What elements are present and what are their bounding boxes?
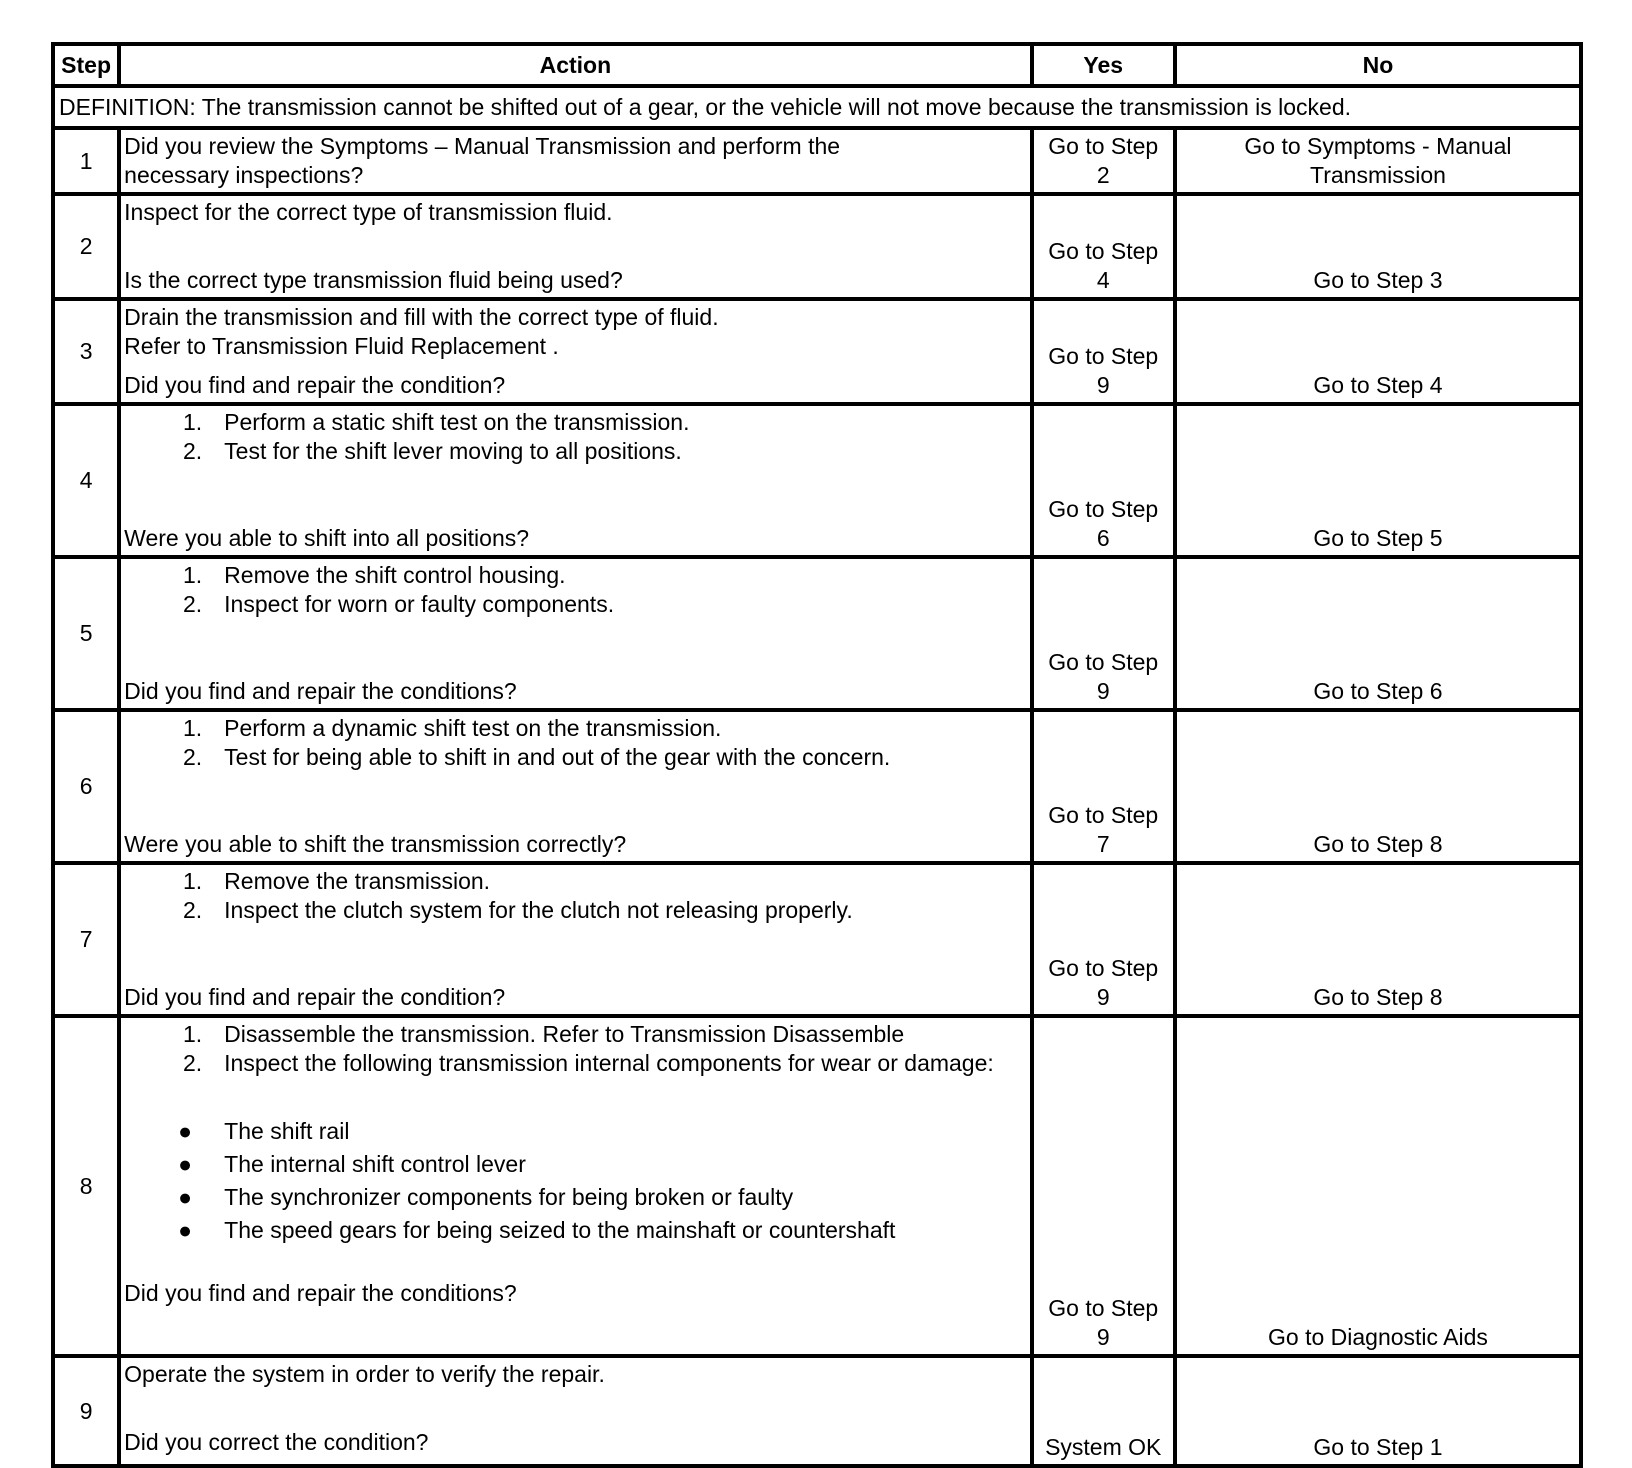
bullet-item: ● The synchronizer components for being broken or faulty — [178, 1184, 794, 1210]
yes-cell — [1032, 863, 1175, 1016]
step-number: 1 — [53, 128, 119, 194]
yes-text: Go to Step — [1048, 802, 1159, 828]
no-cell — [1175, 710, 1581, 863]
action-cell — [119, 128, 1031, 194]
yes-cell — [1032, 128, 1175, 194]
no-text: Go to Step 8 — [1313, 831, 1443, 857]
action-question: Did you find and repair the condition? — [124, 372, 506, 398]
diagnostic-table — [51, 42, 1583, 1468]
header-row — [53, 44, 1581, 86]
yes-text: 7 — [1096, 831, 1110, 857]
action-cell — [119, 1356, 1031, 1466]
action-question: Were you able to shift the transmission correctly? — [124, 831, 627, 857]
bullet-item: ● The shift rail — [178, 1118, 350, 1144]
yes-cell — [1032, 1016, 1175, 1356]
yes-cell — [1032, 194, 1175, 299]
action-cell — [119, 404, 1031, 557]
action-text: Drain the transmission and fill with the correct type of fluid. — [124, 304, 719, 330]
action-question: Were you able to shift into all positions? — [124, 525, 530, 551]
yes-text: Go to Step — [1048, 1295, 1159, 1321]
step-number: 4 — [53, 404, 119, 557]
no-cell — [1175, 863, 1581, 1016]
no-cell — [1175, 557, 1581, 710]
bullet-item: ● The speed gears for being seized to the mainshaft or countershaft — [178, 1217, 896, 1243]
yes-text: 6 — [1096, 525, 1110, 551]
table-row — [53, 1356, 1581, 1466]
list-item: 1. Perform a static shift test on the transmission. — [182, 409, 690, 435]
action-cell — [119, 557, 1031, 710]
list-item: 1. Perform a dynamic shift test on the transmission. — [182, 715, 722, 741]
no-cell — [1175, 299, 1581, 404]
definition-row — [53, 86, 1581, 128]
yes-text: Go to Step — [1048, 955, 1159, 981]
table-row — [53, 128, 1581, 194]
bullet-item: ● The internal shift control lever — [178, 1151, 526, 1177]
header-step: Step — [53, 44, 119, 86]
no-text: Go to Step 6 — [1313, 678, 1443, 704]
step-number: 6 — [53, 710, 119, 863]
yes-text: System OK — [1045, 1434, 1162, 1460]
yes-cell — [1032, 1356, 1175, 1466]
header-yes: Yes — [1032, 44, 1175, 86]
no-cell — [1175, 1016, 1581, 1356]
yes-text: 9 — [1096, 678, 1110, 704]
no-text: Go to Step 8 — [1313, 984, 1443, 1010]
action-cell — [119, 863, 1031, 1016]
yes-cell — [1032, 710, 1175, 863]
table-row — [53, 710, 1581, 863]
list-item: 2. Inspect for worn or faulty components. — [182, 591, 615, 617]
definition-text: DEFINITION: The transmission cannot be shifted out of a gear, or the vehicle will not move because the transmission is locked. — [53, 86, 1581, 128]
list-item: 2. Test for the shift lever moving to all positions. — [182, 438, 682, 464]
yes-text: 2 — [1096, 162, 1110, 188]
yes-text: 9 — [1096, 984, 1110, 1010]
list-item: 1. Remove the transmission. — [182, 868, 491, 894]
step-number: 9 — [53, 1356, 119, 1466]
no-text: Go to Step 3 — [1313, 267, 1443, 293]
action-cell — [119, 299, 1031, 404]
no-text: Transmission — [1310, 162, 1446, 188]
table-row — [53, 299, 1581, 404]
action-question: Is the correct type transmission fluid being used? — [124, 267, 623, 293]
list-item: 2. Inspect the clutch system for the clutch not releasing properly. — [182, 897, 853, 923]
action-text: Operate the system in order to verify the repair. — [124, 1361, 605, 1387]
no-cell — [1175, 404, 1581, 557]
yes-cell — [1032, 299, 1175, 404]
list-item: 2. Test for being able to shift in and out of the gear with the concern. — [182, 744, 891, 770]
table-row — [53, 863, 1581, 1016]
action-cell — [119, 194, 1031, 299]
action-text: necessary inspections? — [124, 162, 364, 188]
list-item: 1. Remove the shift control housing. — [182, 562, 566, 588]
yes-text: 9 — [1096, 1324, 1110, 1350]
yes-text: Go to Step — [1048, 496, 1159, 522]
no-cell — [1175, 128, 1581, 194]
step-number: 7 — [53, 863, 119, 1016]
yes-cell — [1032, 404, 1175, 557]
no-text: Go to Diagnostic Aids — [1268, 1324, 1488, 1350]
yes-text: Go to Step — [1048, 649, 1159, 675]
table-row — [53, 194, 1581, 299]
step-number: 5 — [53, 557, 119, 710]
action-cell — [119, 1016, 1031, 1356]
yes-text: 9 — [1096, 372, 1110, 398]
step-number: 2 — [53, 194, 119, 299]
action-text: Did you review the Symptoms – Manual Transmission and perform the — [124, 133, 841, 159]
step-number: 8 — [53, 1016, 119, 1356]
no-text: Go to Step 5 — [1313, 525, 1443, 551]
table-row — [53, 557, 1581, 710]
action-question: Did you find and repair the conditions? — [124, 678, 517, 704]
yes-text: Go to Step — [1048, 133, 1159, 159]
yes-text: Go to Step — [1048, 238, 1159, 264]
step-number: 3 — [53, 299, 119, 404]
no-text: Go to Symptoms - Manual — [1244, 133, 1512, 159]
yes-text: Go to Step — [1048, 343, 1159, 369]
yes-text: 4 — [1096, 267, 1110, 293]
list-item: 1. Disassemble the transmission. Refer to Transmission Disassemble — [182, 1021, 905, 1047]
header-action: Action — [119, 44, 1031, 86]
list-item: 2. Inspect the following transmission internal components for wear or damage: — [182, 1050, 994, 1076]
header-no: No — [1175, 44, 1581, 86]
action-text: Inspect for the correct type of transmission fluid. — [124, 199, 613, 225]
no-cell — [1175, 1356, 1581, 1466]
no-text: Go to Step 1 — [1313, 1434, 1443, 1460]
action-cell — [119, 710, 1031, 863]
table-row — [53, 404, 1581, 557]
no-text: Go to Step 4 — [1313, 372, 1443, 398]
no-cell — [1175, 194, 1581, 299]
action-question: Did you find and repair the conditions? — [124, 1280, 517, 1306]
yes-cell — [1032, 557, 1175, 710]
action-question: Did you correct the condition? — [124, 1429, 429, 1455]
action-text: Refer to Transmission Fluid Replacement . — [124, 333, 559, 359]
action-question: Did you find and repair the condition? — [124, 984, 506, 1010]
table-row — [53, 1016, 1581, 1356]
